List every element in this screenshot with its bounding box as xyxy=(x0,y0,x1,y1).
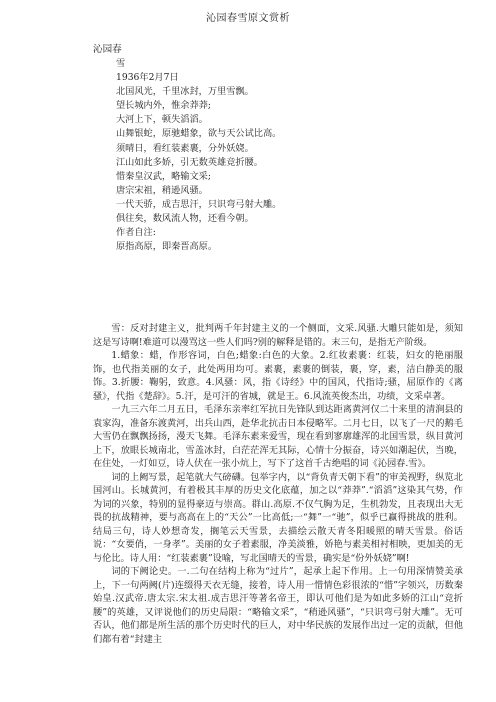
poem-lines xyxy=(116,57,456,254)
poem-line: 惜秦皇汉武，略输文采; xyxy=(116,170,211,182)
poem-line: 须晴日，看红装素裹，分外妖娆。 xyxy=(116,142,254,154)
paragraph: 词的上阙写景，起笔就大气磅礴。包举字内，以“背负青天朝下看”的审美视野，纵览北国河山。长城黄河，有着极其丰厚的历史文化底蕴，加之以“莽莽”.“滔滔”这染其气势，作为词的兴象，特别的显得豪迈与崇高。群山.高原.不仅气胸为足，生机勃发，且表现出大无畏的抗战精神，要与高高在上的“天公”一比高低;一“舞”一“驰”，似乎已赢得挑战的胜利。结局三句，诗人妙想奇发，搁笔云天雪景，去描绘云散天青冬阳暖照的晴天雪景。俗话说：“女要俏，一身孝”。美丽的女子着素服，净美淡雅，娇艳与素美相衬相映，更加美的无与伦比。诗人用：“红装素裹”设喻，写北国晴天的雪景，确实是“份外妖娆”啊! xyxy=(93,471,463,564)
poem-line: 雪 xyxy=(116,58,126,69)
paragraph: 一九三六年二月五日，毛泽东亲率红军抗日先锋队到达距离黄河仅二十来里的清涧县的袁家沟，准备东渡黄河，出兵山西，赴华北抗击日本侵略军。二月七日，以飞了一尺的鹅毛大雪仍在飘飘扬扬，漫天飞舞。毛泽东素来爱雪，现在看到寥廓雄浑的北国雪景，纵目黄河上下，放眼长城南北，雪盖冰封，白茫茫浑无其际，心情十分振奋，诗兴如潮起伏，当晚，在住处，一灯如豆，诗人伏在一张小炕上，写下了这首千古绝唱的词《沁园春.雪》。 xyxy=(93,404,463,469)
commentary xyxy=(93,322,463,646)
poem-line: 唐宗宋祖，稍逊风骚。 xyxy=(116,184,208,196)
poem-line: 大河上下，顿失滔滔。 xyxy=(116,114,208,126)
poem-line: 望长城内外，惟余莽莽; xyxy=(116,100,211,112)
poem-line: 山舞银蛇，原驰蜡象，欲与天公试比高。 xyxy=(116,128,282,140)
poem-line: 俱往矣，数风流人物，还看今朝。 xyxy=(116,213,254,225)
poem-line: 北国风光，千里冰封，万里雪飘。 xyxy=(116,86,254,98)
poem-line: 1936年2月7日 xyxy=(116,72,179,84)
document-title: 沁园春雪原文赏析 xyxy=(206,13,290,24)
poem-heading: 沁园春 xyxy=(93,44,122,55)
poem-line: 作者自注: xyxy=(116,227,156,239)
paragraph: 1.蜡象：蜡，作形容词，白色;蜡象:白色的大象。2.红妆素裹：红装，妇女的艳丽服饰，也代指美丽的女子，此处两用均可。素裹，素裹的倒装，裹，穿，素，洁白静美的服饰。3.折腰：鞠躬，致意。4.风骚：风，指《诗经》中的国风，代指诗;骚，屈原作的《离骚》，代指《楚辞》。5.汗，是可汗的省城，就是王。6.风流英俊杰出，功绩，文采卓著。 xyxy=(93,350,463,402)
poem-line: 江山如此多娇，引无数英雄竞折腰。 xyxy=(116,156,263,168)
paragraph: 词的下阙论史。一.二句在结构上称为“过片”，起承上起下作用。上一句用深情赞美承上，下一句两阙(片)连缀得天衣无缝，接着，诗人用一惜情色彩很浓的“惜”字领兴，历数秦始皇.汉武帝.唐太宗.宋太祖.成吉思汗等著名帝王，即认可他们是为如此多娇的江山“竞折腰”的英雄，又评说他们的历史局限：“略输文采”，“稍逊风骚”，“只识弯弓射大雕”。无可否认，他们都是所生活的那个历史时代的巨人，对中华民族的发展作出过一定的贡献，但他们都有着“封建主 xyxy=(93,566,463,645)
poem-line: 原指高原，即秦晋高原。 xyxy=(116,241,218,253)
paragraph: 雪：反对封建主义，批判两千年封建主义的一个侧面，文采.风骚.大雕只能如是，须知这是写诗啊!难道可以漫骂这一些人们吗?别的解释是错的。末三句，是指无产阶级。 xyxy=(93,323,463,348)
poem-line: 一代天骄，成吉思汗，只识弯弓射大雕。 xyxy=(116,198,282,210)
